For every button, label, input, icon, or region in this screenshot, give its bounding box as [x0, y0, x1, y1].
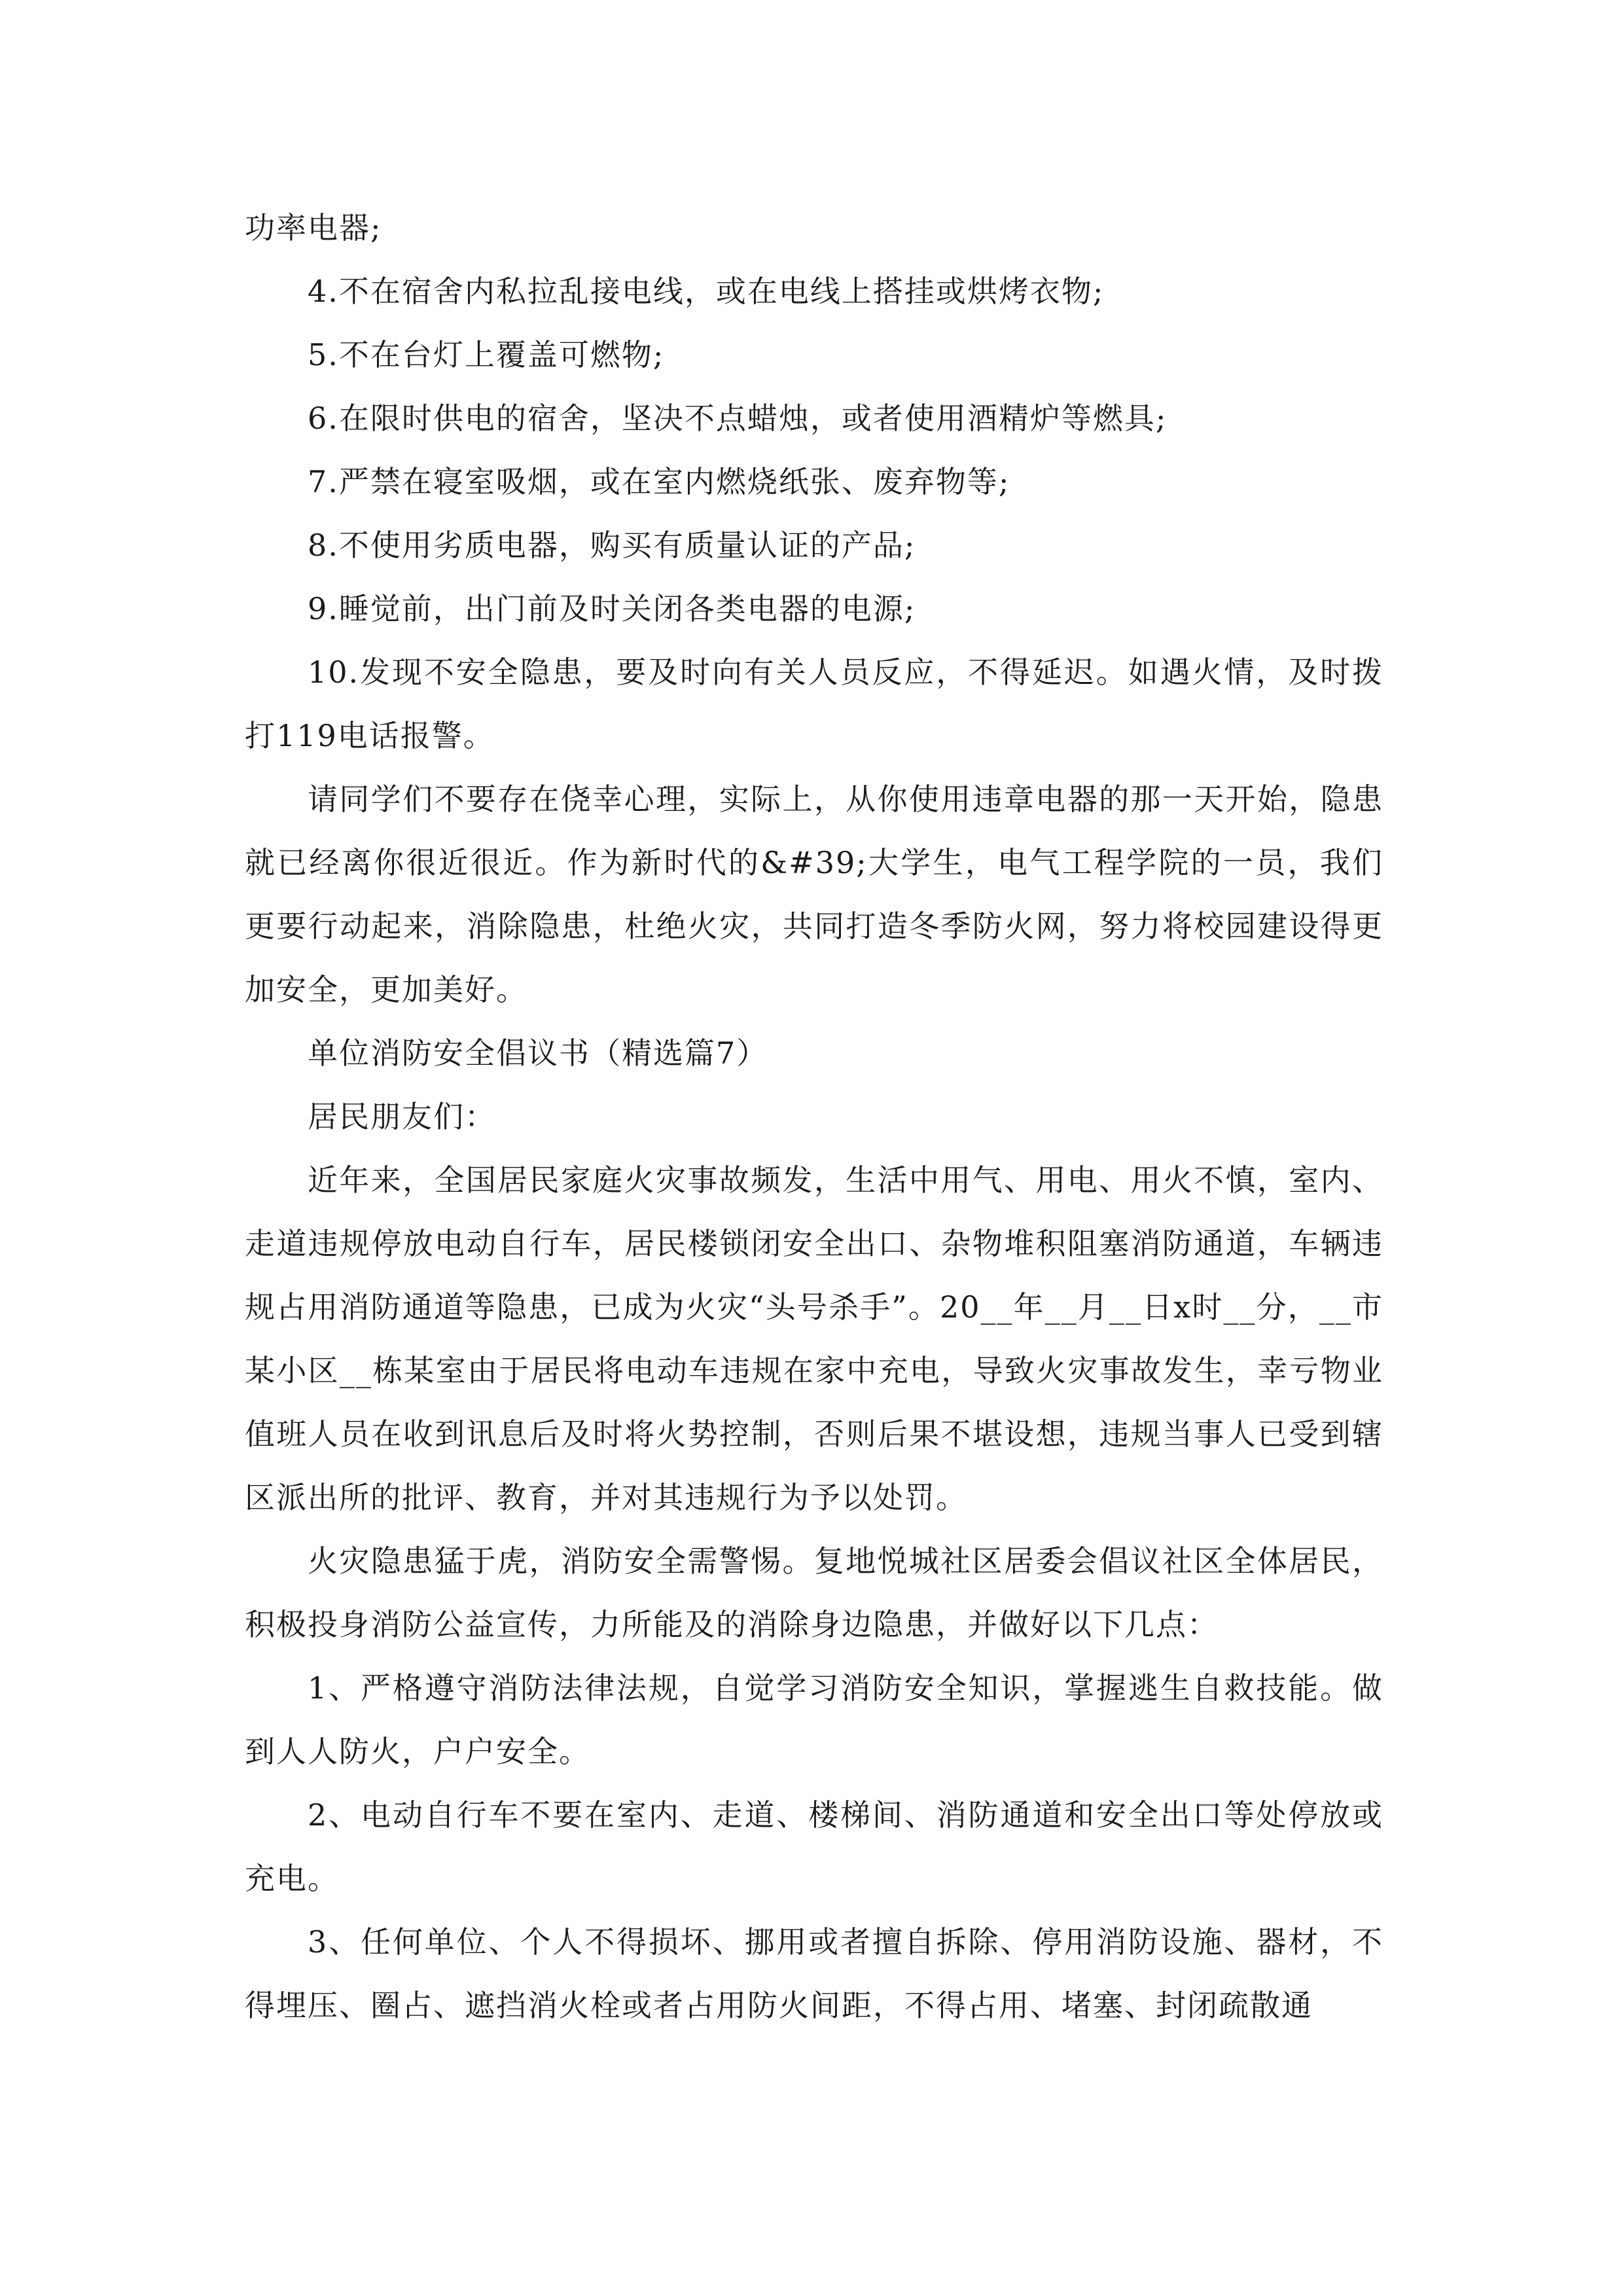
- paragraph-3: 6.在限时供电的宿舍，坚决不点蜡烛，或者使用酒精炉等燃具;: [308, 401, 1168, 436]
- section-heading: 单位消防安全倡议书（精选篇7）: [308, 1035, 768, 1071]
- paragraph-13: 1、严格遵守消防法律法规，自觉学习消防安全知识，掌握逃生自救技能。做到人人防火，户户安全。: [245, 1670, 1383, 1769]
- paragraph-1: 4.不在宿舍内私拉乱接电线，或在电线上搭挂或烘烤衣物;: [308, 274, 1105, 309]
- paragraph-5: 8.不使用劣质电器，购买有质量认证的产品;: [308, 528, 916, 563]
- paragraph-12: 火灾隐患猛于虎，消防安全需警惕。复地悦城社区居委会倡议社区全体居民，积极投身消防公益宣传，力所能及的消除身边隐患，并做好以下几点：: [245, 1543, 1383, 1642]
- paragraph-4: 7.严禁在寝室吸烟，或在室内燃烧纸张、废弃物等;: [308, 464, 1010, 499]
- paragraph-15: 3、任何单位、个人不得损坏、挪用或者擅自拆除、停用消防设施、器材，不得埋压、圈占、遮挡消火栓或者占用防火间距，不得占用、堵塞、封闭疏散通: [245, 1924, 1383, 2023]
- paragraph-11: 近年来，全国居民家庭火灾事故频发，生活中用气、用电、用火不慎，室内、走道违规停放电动自行车，居民楼锁闭安全出口、杂物堆积阻塞消防通道，车辆违规占用消防通道等隐患，已成为火灾“头号杀手”。20__年__月__日x时__分，__市某小区__栋某室由于居民将电动车违规在家中充电，导致火灾事故发生，幸亏物业值班人员在收到讯息后及时将火势控制，否则后果不堪设想，违规当事人已受到辖区派出所的批评、教育，并对其违规行为予以处罚。: [245, 1162, 1383, 1515]
- salutation: 居民朋友们：: [308, 1099, 496, 1134]
- paragraph-14: 2、电动自行车不要在室内、走道、楼梯间、消防通道和安全出口等处停放或充电。: [245, 1797, 1383, 1896]
- paragraph-0: 功率电器;: [245, 210, 382, 245]
- paragraph-7: 10.发现不安全隐患，要及时向有关人员反应，不得延迟。如遇火情，及时拨打119电话报警。: [245, 655, 1383, 753]
- paragraph-6: 9.睡觉前，出门前及时关闭各类电器的电源;: [308, 591, 916, 626]
- document-body: [245, 196, 1383, 2037]
- paragraph-8: 请同学们不要存在侥幸心理，实际上，从你使用违章电器的那一天开始，隐患就已经离你很近很近。作为新时代的&#39;大学生，电气工程学院的一员，我们更要行动起来，消除隐患，杜绝火灾，共同打造冬季防火网，努力将校园建设得更加安全，更加美好。: [245, 781, 1383, 1007]
- paragraph-2: 5.不在台灯上覆盖可燃物;: [308, 337, 665, 372]
